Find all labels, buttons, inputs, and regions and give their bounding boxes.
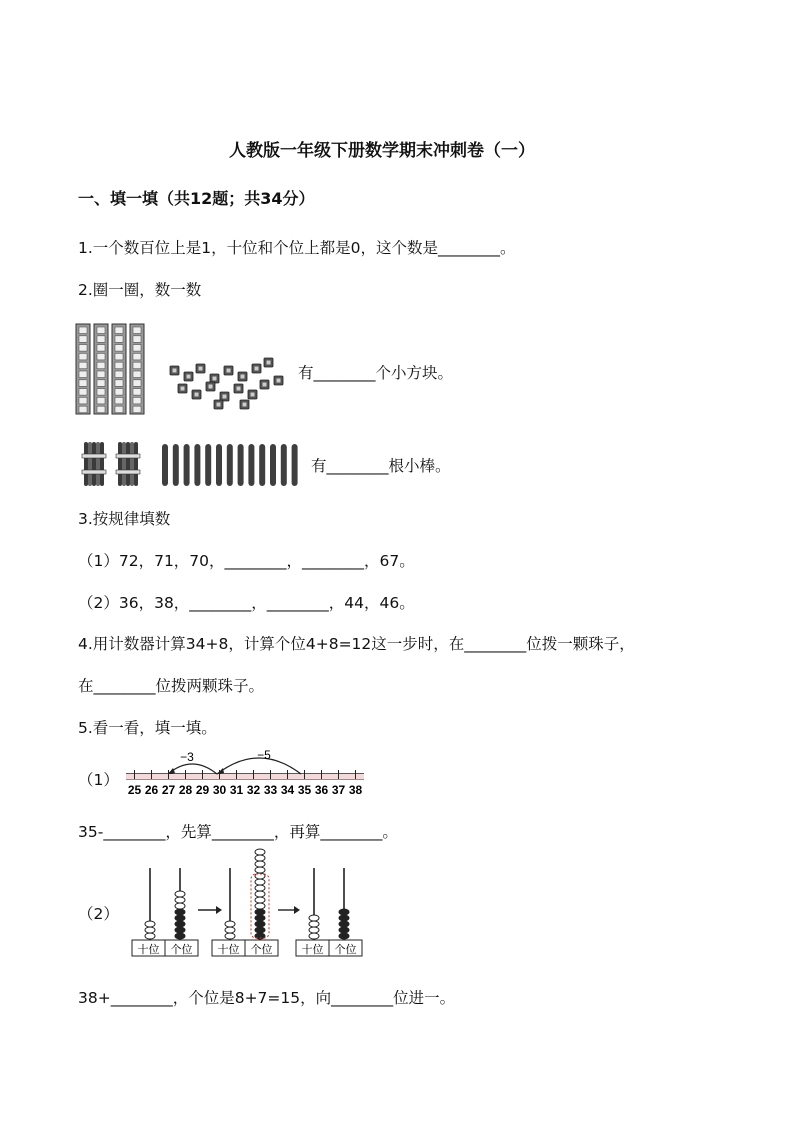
jump-label-minus-3: −3 [180, 750, 194, 764]
page-title: 人教版一年级下册数学期末冲刺卷（一） [229, 141, 535, 161]
loose-stick [184, 444, 190, 486]
tens-label: 十位 [301, 943, 324, 956]
arrow-2 [278, 906, 300, 914]
question-3-stem: 3.按规律填数 [78, 510, 171, 528]
question-5-stem: 5.看一看，填一填。 [78, 719, 217, 737]
number-line-label: 26 [144, 783, 159, 797]
number-line-label: 25 [127, 783, 142, 797]
question-5-part-1-answer: 35-________，先算________，再算________。 [78, 823, 398, 841]
question-1: 1.一个数百位上是1，十位和个位上都是0，这个数是________。 [78, 239, 516, 257]
number-line-label: 37 [331, 783, 346, 797]
ten-rod [130, 324, 144, 414]
number-line-label: 31 [229, 783, 244, 797]
unit-cube [170, 366, 179, 375]
jump-arrow-minus-3 [168, 764, 217, 774]
blocks-answer: 有________个小方块。 [298, 364, 454, 382]
question-4-line-2: 在________位拨两颗珠子。 [78, 677, 265, 695]
base-ten-rods-figure [74, 322, 164, 418]
question-3-part-1: （1）72，71，70，________，________，67。 [78, 552, 415, 570]
number-line-label: 29 [195, 783, 210, 797]
tens-label: 十位 [217, 943, 240, 956]
unit-cube [238, 372, 247, 381]
loose-stick [259, 444, 265, 486]
ones-label: 个位 [170, 943, 193, 956]
stick-bundle [116, 442, 140, 486]
unit-cube [234, 384, 243, 393]
abacus [132, 868, 198, 956]
loose-stick [227, 444, 233, 486]
loose-stick [162, 444, 168, 486]
question-5-part-2-label: （2） [78, 905, 119, 923]
unit-cubes-figure [160, 350, 290, 410]
number-line-label: 28 [178, 783, 193, 797]
unit-cube [184, 372, 193, 381]
ten-rod [94, 324, 108, 414]
question-4-line-1: 4.用计数器计算34+8，计算个位4+8=12这一步时，在________位拨一颗珠子， [78, 635, 635, 653]
number-line-label: 38 [348, 783, 363, 797]
unit-cube [192, 390, 201, 399]
abacus-sequence [130, 860, 366, 960]
sticks-answer: 有________根小棒。 [311, 457, 451, 475]
abacus [212, 849, 278, 956]
question-5-part-1-label: （1） [78, 771, 119, 789]
number-line-label: 36 [314, 783, 329, 797]
jump-label-minus-5: −5 [257, 748, 271, 762]
question-3-part-2: （2）36，38，________，________，44，46。 [78, 594, 415, 612]
loose-stick [281, 444, 287, 486]
unit-cube [252, 364, 261, 373]
loose-stick [248, 444, 254, 486]
number-line [124, 744, 369, 800]
unit-cube [214, 400, 223, 409]
ones-label: 个位 [250, 943, 273, 956]
abacus [296, 868, 362, 956]
number-line-label: 34 [280, 783, 295, 797]
loose-stick [194, 444, 200, 486]
number-line-label: 27 [161, 783, 176, 797]
question-5-part-2-answer: 38+________，个位是8+7=15，向________位进一。 [78, 989, 456, 1007]
unit-cube [206, 382, 215, 391]
section-heading: 一、填一填（共12题；共34分） [78, 189, 315, 208]
loose-stick [216, 444, 222, 486]
unit-cube [274, 376, 283, 385]
unit-cube [196, 364, 205, 373]
unit-cube [264, 358, 273, 367]
ten-rod [76, 324, 90, 414]
number-line-label: 32 [246, 783, 261, 797]
ones-label: 个位 [334, 943, 357, 956]
unit-cube [178, 384, 187, 393]
stick-bundle [82, 442, 106, 486]
loose-stick [238, 444, 244, 486]
number-line-label: 35 [297, 783, 312, 797]
number-line-label: 30 [212, 783, 227, 797]
ten-rod [112, 324, 126, 414]
loose-sticks-figure [158, 440, 304, 488]
tens-label: 十位 [137, 943, 160, 956]
loose-stick [292, 444, 298, 486]
loose-stick [270, 444, 276, 486]
unit-cube [260, 380, 269, 389]
unit-cube [248, 390, 257, 399]
question-2-stem: 2.圈一圈，数一数 [78, 281, 202, 299]
arrow-1 [198, 906, 222, 914]
loose-stick [173, 444, 179, 486]
number-line-label: 33 [263, 783, 278, 797]
unit-cube [240, 400, 249, 409]
stick-bundles-figure [78, 438, 148, 490]
unit-cube [224, 366, 233, 375]
loose-stick [205, 444, 211, 486]
